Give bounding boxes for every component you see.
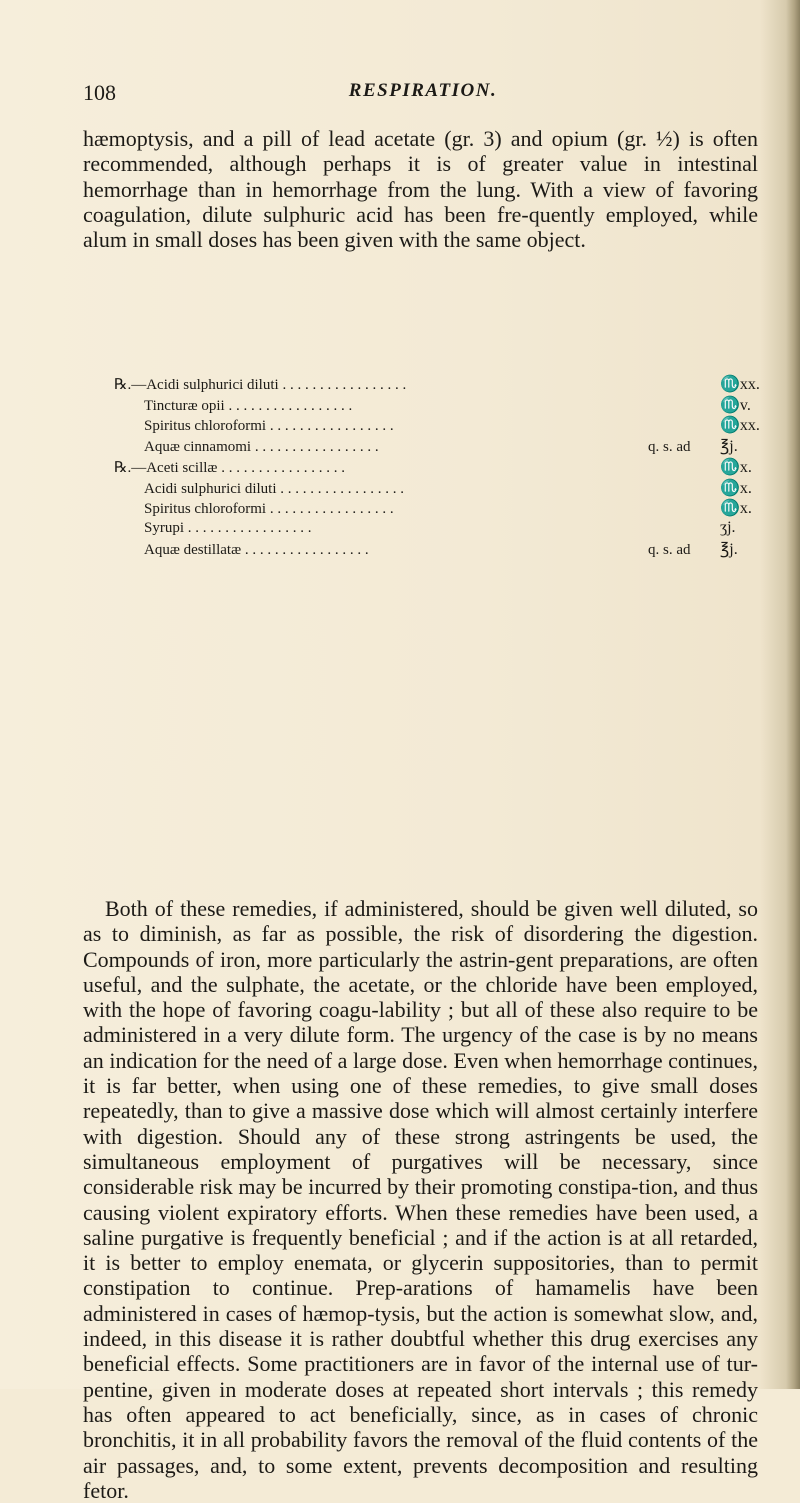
ingredient-cell bbox=[114, 375, 648, 394]
ingredient-cell bbox=[114, 439, 648, 456]
dot-leader: . . . . . . . . . . . . . . . . . bbox=[278, 377, 407, 393]
ingredient-cell bbox=[114, 501, 648, 518]
prescription-row bbox=[114, 374, 764, 395]
paragraph-intro: hæmoptysis, and a pill of lead acetate (gr. 3) and opium (gr. ½) is often recommended, although perhaps it is of greater value in intestinal hemorrhage than in hemorrhage from the lung. With a view of favoring coagulation, dilute sulphuric acid has been fre-quently employed, while alum in small doses has been given with the same object. bbox=[83, 126, 758, 253]
dot-leader: . . . . . . . . . . . . . . . . . bbox=[276, 480, 404, 497]
dot-leader: . . . . . . . . . . . . . . . . . bbox=[266, 501, 394, 517]
paragraph-discussion: Both of these remedies, if administered, should be given well diluted, so as to diminish, as far as possible, the risk of disordering the digestion. Compounds of iron, more particularly the astrin-gent preparations, are often useful, and the sulphate, the acetate, or the chloride have been employed, with the hope of favoring coagu-lability ; but all of these also require to be administered in a very dilute form. The urgency of the case is by no means an indication for the need of a large dose. Even when hemorrhage continues, it is far better, when using one of these remedies, to give small doses repeatedly, than to give a massive dose which will almost certainly interfere with digestion. Should any of these strong astringents be used, the simultaneous employment of purgatives will be necessary, since considerable risk may be incurred by their promoting constipa-tion, and thus causing violent expiratory efforts. When these remedies have been used, a saline purgative is frequently beneficial ; and if the action is at all retarded, it is better to employ enemata, or glycerin suppositories, than to permit constipation to continue. Prep-arations of hamamelis have been administered in cases of hæmop-tysis, but the action is somewhat slow, and, indeed, in this disease it is rather doubtful whether this drug exercises any beneficial effects. Some practitioners are in favor of the internal use of tur-pentine, given in moderate doses at repeated short intervals ; this remedy has often appeared to act beneficially, since, as in cases of chronic bronchitis, it in all probability favors the removal of the fluid contents of the air passages, and, to some extent, prevents decomposition and resulting fetor. bbox=[83, 896, 758, 1503]
dot-leader: . . . . . . . . . . . . . . . . . bbox=[241, 542, 369, 558]
dose-amount: ♏v. bbox=[720, 396, 751, 414]
dose-amount: ℥j. bbox=[720, 437, 738, 455]
ingredient-cell bbox=[114, 520, 648, 537]
ingredient-cell bbox=[114, 542, 648, 559]
ingredient-name: Acidi sulphurici diluti bbox=[144, 480, 277, 497]
dose-amount: ♏x. bbox=[720, 459, 752, 476]
prescription-row bbox=[114, 478, 764, 499]
ingredient-name: Aquæ cinnamomi bbox=[144, 438, 252, 455]
ingredient-name: Syrupi bbox=[144, 519, 185, 536]
ingredient-name: ℞.—Acidi sulphurici diluti bbox=[114, 377, 279, 393]
ingredient-cell bbox=[114, 481, 648, 498]
ingredient-name: Spiritus chloroformi bbox=[144, 501, 267, 517]
ingredient-cell bbox=[114, 398, 648, 415]
prescription-1 bbox=[114, 374, 764, 456]
page-edge-shadow bbox=[786, 0, 800, 1389]
ingredient-name: Aquæ destillatæ bbox=[144, 542, 242, 558]
page-header bbox=[83, 80, 763, 110]
prescription-row bbox=[114, 519, 764, 540]
dose-amount: ♏xx. bbox=[720, 376, 760, 393]
ingredient-cell bbox=[114, 418, 648, 435]
page-number: 108 bbox=[83, 80, 116, 105]
running-head: RESPIRATION. bbox=[348, 80, 498, 101]
prescription-row bbox=[114, 415, 764, 436]
prescription-row bbox=[114, 457, 764, 478]
dose-amount: ℥j. bbox=[720, 541, 738, 558]
prescription-row bbox=[114, 436, 764, 457]
prescription-row bbox=[114, 395, 764, 416]
dose-amount: ♏x. bbox=[720, 500, 752, 517]
quantity-sufficient: q. s. ad bbox=[648, 542, 691, 558]
dot-leader: . . . . . . . . . . . . . . . . . bbox=[217, 460, 345, 476]
dose-amount: ʒj. bbox=[720, 518, 736, 536]
dose-amount: ♏x. bbox=[720, 479, 752, 497]
prescription-row bbox=[114, 539, 764, 560]
dose-amount: ♏xx. bbox=[720, 417, 760, 434]
dot-leader: . . . . . . . . . . . . . . . . . bbox=[184, 519, 312, 536]
prescription-2 bbox=[114, 457, 764, 560]
prescription-row bbox=[114, 498, 764, 519]
ingredient-name: ℞.—Aceti scillæ bbox=[114, 460, 218, 476]
dot-leader: . . . . . . . . . . . . . . . . . bbox=[251, 438, 379, 455]
quantity-sufficient: q. s. ad bbox=[648, 438, 691, 455]
ingredient-name: Spiritus chloroformi bbox=[144, 418, 267, 434]
ingredient-cell bbox=[114, 458, 648, 477]
dot-leader: . . . . . . . . . . . . . . . . . bbox=[266, 418, 394, 434]
dot-leader: . . . . . . . . . . . . . . . . . bbox=[224, 397, 353, 414]
ingredient-name: Tincturæ opii bbox=[144, 397, 225, 414]
